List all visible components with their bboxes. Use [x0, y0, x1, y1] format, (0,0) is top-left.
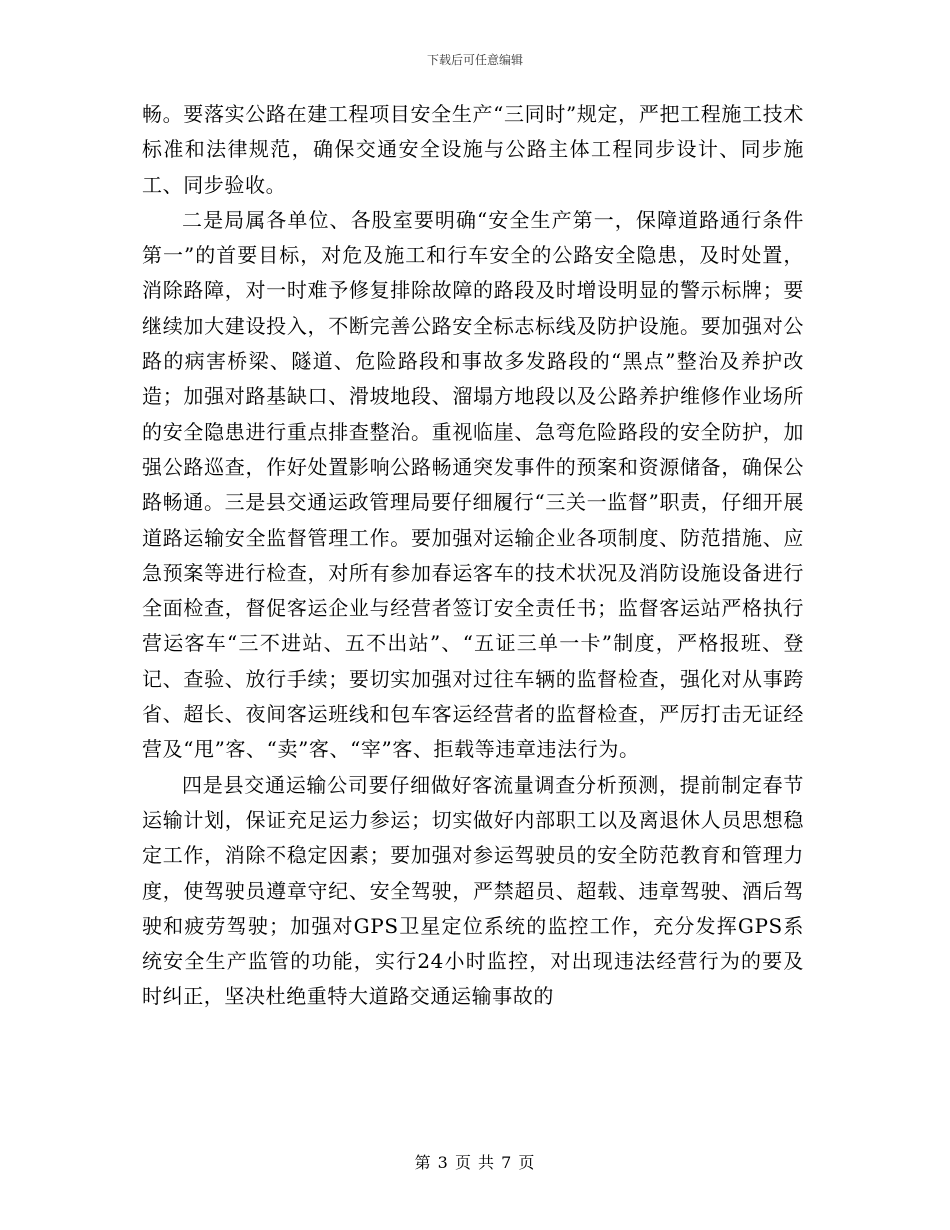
- paragraph-continuation: 畅。要落实公路在建工程项目安全生产“三同时”规定，严把工程施工技术标准和法律规范，确保交通安全设施与公路主体工程同步设计、同步施工、同步验收。: [142, 102, 804, 197]
- page-number-footer: 第 3 页 共 7 页: [414, 1153, 536, 1172]
- paragraph-item-two: 二是局属各单位、各股室要明确“安全生产第一，保障道路通行条件第一”的首要目标，对危及施工和行车安全的公路安全隐患，及时处置，消除路障，对一时难予修复排除故障的路段及时增设明显的警示标牌；要继续加大建设投入，不断完善公路安全标志标线及防护设施。要加强对公路的病害桥梁、隧道、危险路段和事故多发路段的“黑点”整治及养护改造；加强对路基缺口、滑坡地段、溜塌方地段以及公路养护维修作业场所的安全隐患进行重点排查整治。重视临崖、急弯危险路段的安全防护，加强公路巡查，作好处置影响公路畅通突发事件的预案和资源储备，确保公路畅通。三是县交通运政管理局要仔细履行“三关一监督”职责，仔细开展道路运输安全监督管理工作。要加强对运输企业各项制度、防范措施、应急预案等进行检查，对所有参加春运客车的技术状况及消防设施设备进行全面检查，督促客运企业与经营者签订安全责任书；监督客运站严格执行营运客车“三不进站、五不出站”、“五证三单一卡”制度，严格报班、登记、查验、放行手续；要切实加强对过往车辆的监督检查，强化对从事跨省、超长、夜间客运班线和包车客运经营者的监督检查，严厉打击无证经营及“甩”客、“卖”客、“宰”客、拒载等违章违法行为。: [142, 207, 804, 762]
- page-header-note: 下载后可任意编辑: [426, 53, 523, 67]
- document-body: [142, 97, 804, 1015]
- paragraph-item-four: 四是县交通运输公司要仔细做好客流量调查分析预测，提前制定春节运输计划，保证充足运力参运；切实做好内部职工以及离退休人员思想稳定工作，消除不稳定因素；要加强对参运驾驶员的安全防范教育和管理力度，使驾驶员遵章守纪、安全驾驶，严禁超员、超载、违章驾驶、酒后驾驶和疲劳驾驶；加强对GPS卫星定位系统的监控工作，充分发挥GPS系统安全生产监管的功能，实行24小时监控，对出现违法经营行为的要及时纠正，坚决杜绝重特大道路交通运输事故的: [142, 772, 804, 1009]
